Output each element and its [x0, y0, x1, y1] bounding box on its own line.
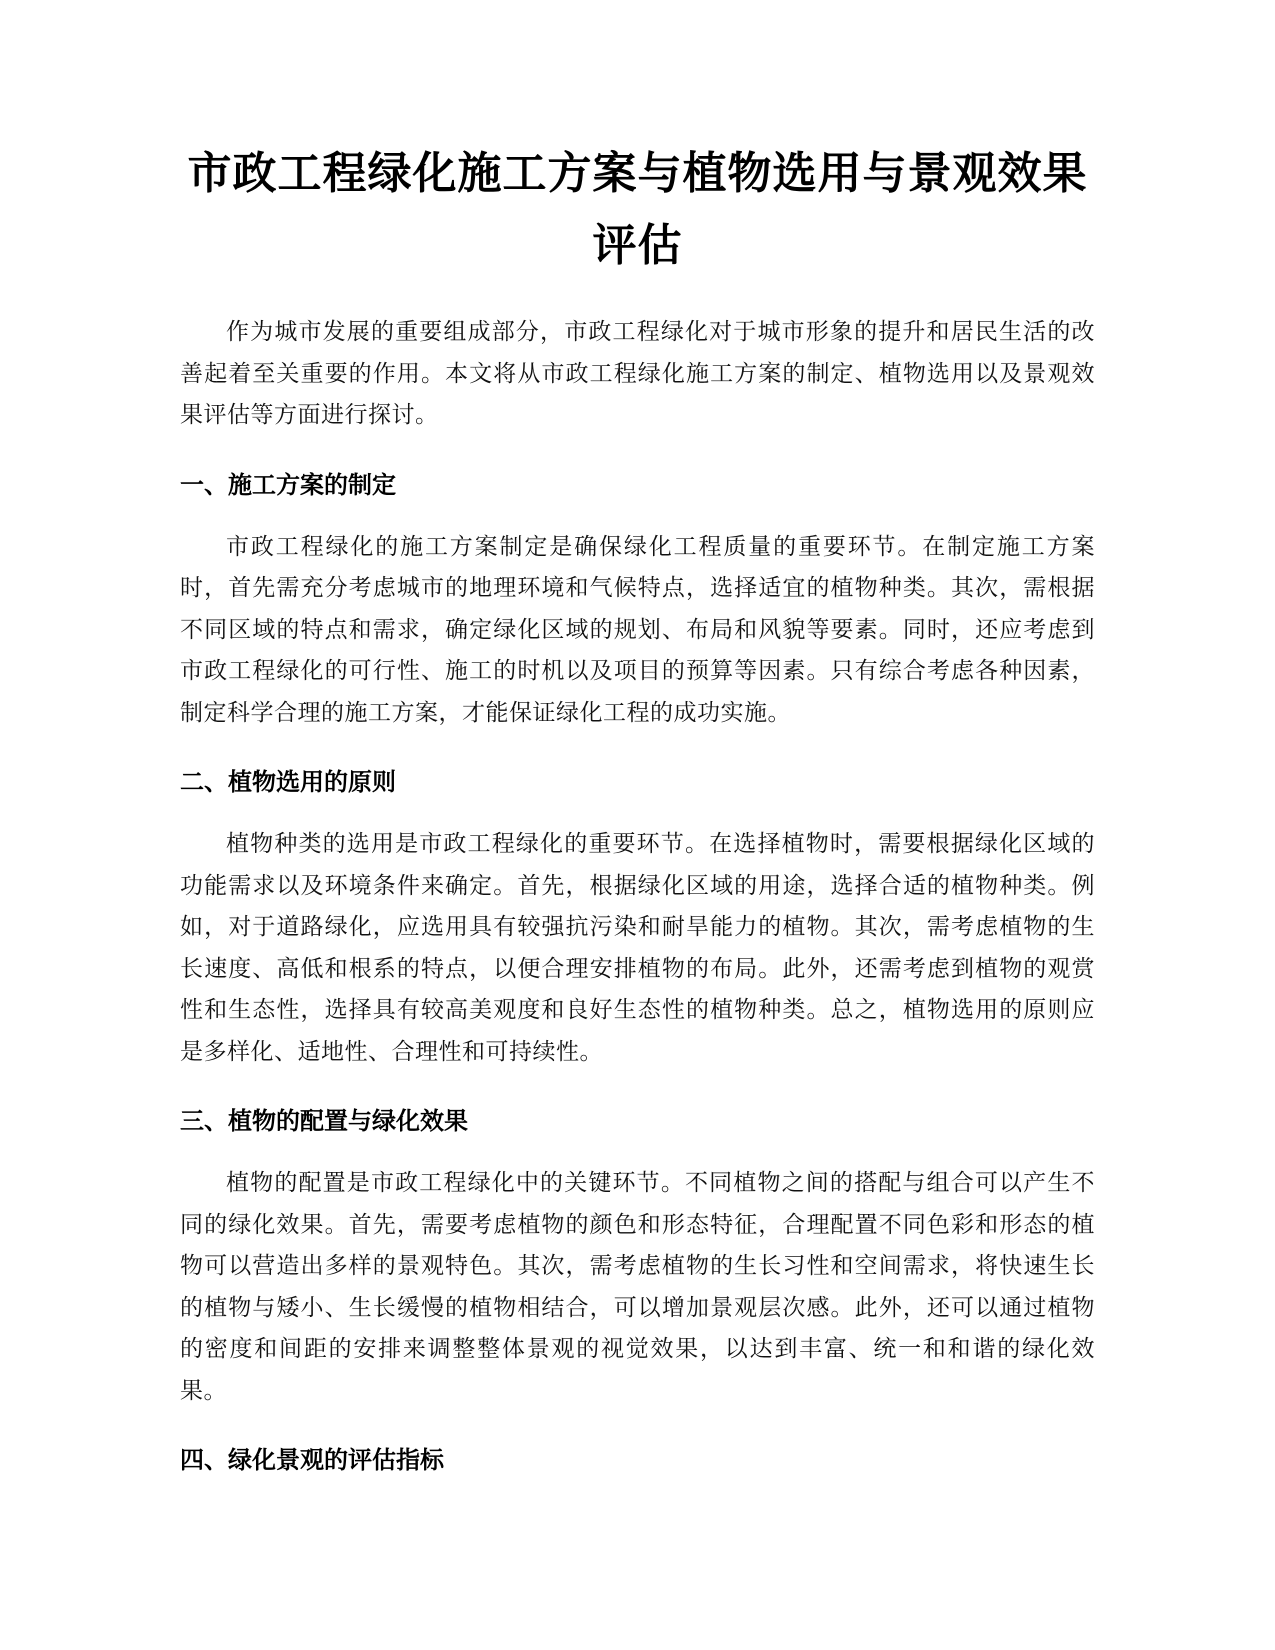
section-body-2: 植物种类的选用是市政工程绿化的重要环节。在选择植物时，需要根据绿化区域的功能需求以及环境条件来确定。首先，根据绿化区域的用途，选择合适的植物种类。例如，对于道路绿化，应选用具有较强抗污染和耐旱能力的植物。其次，需考虑植物的生长速度、高低和根系的特点，以便合理安排植物的布局。此外，还需考虑到植物的观赏性和生态性，选择具有较高美观度和良好生态性的植物种类。总之，植物选用的原则应是多样化、适地性、合理性和可持续性。	[180, 831, 1095, 1065]
section-heading-4: 四、绿化景观的评估指标	[180, 1446, 444, 1474]
section-heading-3: 三、植物的配置与绿化效果	[180, 1107, 468, 1135]
document-title: 市政工程绿化施工方案与植物选用与景观效果评估	[187, 148, 1088, 271]
document-page	[180, 138, 1095, 1502]
intro-paragraph: 作为城市发展的重要组成部分，市政工程绿化对于城市形象的提升和居民生活的改善起着至关重要的作用。本文将从市政工程绿化施工方案的制定、植物选用以及景观效果评估等方面进行探讨。	[180, 319, 1095, 428]
section-body-3: 植物的配置是市政工程绿化中的关键环节。不同植物之间的搭配与组合可以产生不同的绿化效果。首先，需要考虑植物的颜色和形态特征，合理配置不同色彩和形态的植物可以营造出多样的景观特色。其次，需考虑植物的生长习性和空间需求，将快速生长的植物与矮小、生长缓慢的植物相结合，可以增加景观层次感。此外，还可以通过植物的密度和间距的安排来调整整体景观的视觉效果，以达到丰富、统一和和谐的绿化效果。	[180, 1170, 1095, 1404]
section-heading-1: 一、施工方案的制定	[180, 470, 396, 499]
section-body-1: 市政工程绿化的施工方案制定是确保绿化工程质量的重要环节。在制定施工方案时，首先需充分考虑城市的地理环境和气候特点，选择适宜的植物种类。其次，需根据不同区域的特点和需求，确定绿化区域的规划、布局和风貌等要素。同时，还应考虑到市政工程绿化的可行性、施工的时机以及项目的预算等因素。只有综合考虑各种因素，制定科学合理的施工方案，才能保证绿化工程的成功实施。	[180, 533, 1095, 726]
section-heading-2: 二、植物选用的原则	[180, 768, 396, 796]
